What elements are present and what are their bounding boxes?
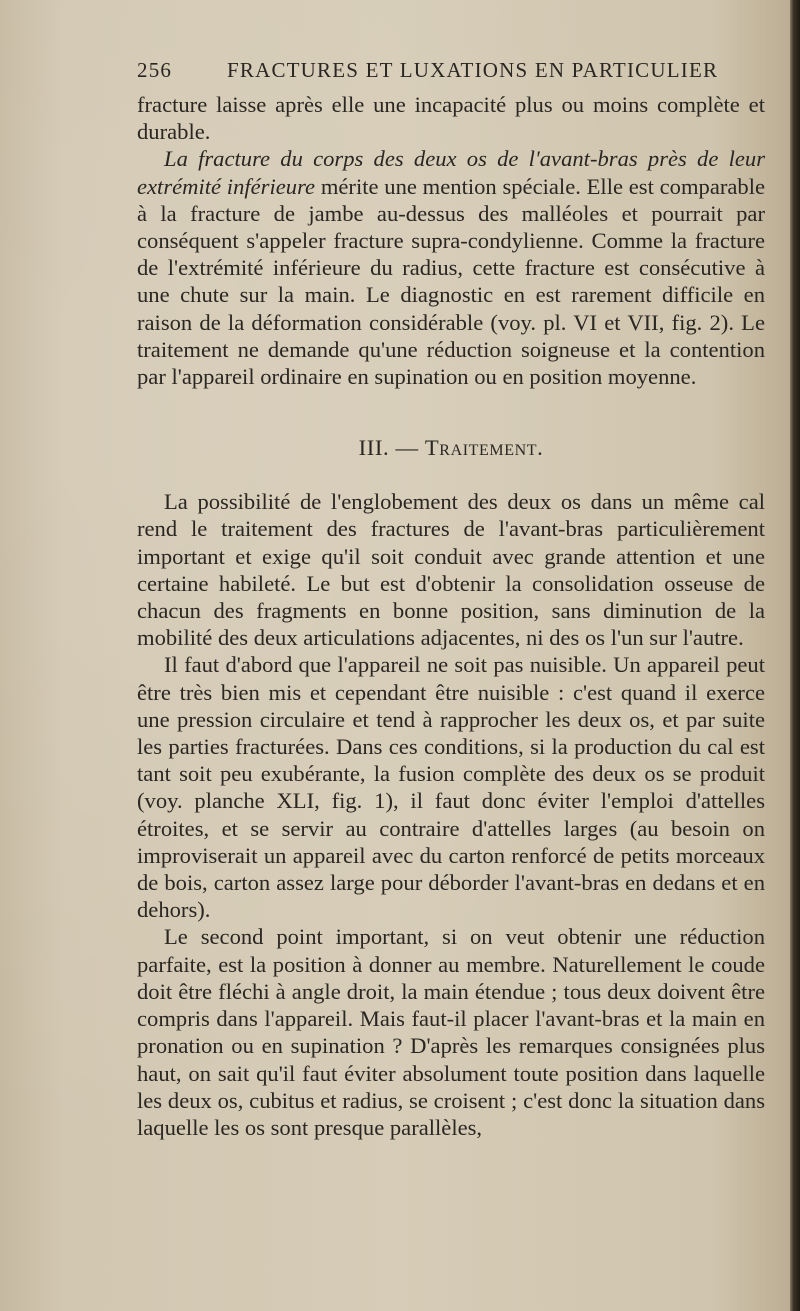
paragraph-appareil: Il faut d'abord que l'appareil ne soit pas nuisible. Un appareil peut être très bien mis et cependant être nuisible : c'est quand il exerce une pression circulaire et tend à rapprocher les deux os, et par suite les parties fracturées. Dans ces conditions, si la production du cal est tant soit peu exubérante, la fusion complète des deux os se produit (voy. planche XLI, fig. 1), il faut donc éviter l'emploi d'attelles étroites, et se servir au contraire d'attelles larges (au besoin on improviserait un appareil avec du carton renforcé de petits morceaux de bois, carton assez large pour déborder l'avant-bras en dedans et en dehors). — [137, 652, 765, 923]
section-number: III. — — [358, 435, 419, 461]
paragraph-continuation: fracture laisse après elle une incapacité plus ou moins complète et durable. — [137, 92, 765, 145]
running-title: FRACTURES ET LUXATIONS EN PARTICULIER — [227, 58, 719, 82]
paragraph-text: mérite une mention spéciale. Elle est comparable à la fracture de jambe au-dessus des malléoles et pourrait par conséquent s'appeler fracture supra-condylienne. Comme la fracture de l'extrémité inférieure du radius, cette fracture est consécutive à une chute sur la main. Le diagnostic en est rarement difficile en raison de la déformation considérable (voy. pl. VI et VII, fig. 2). Le traitement ne demande qu'une réduction soigneuse et la contention par l'appareil ordinaire en supination ou en position moyenne. — [137, 173, 765, 390]
section-heading — [137, 390, 765, 488]
book-edge — [790, 0, 800, 1311]
paragraph-englobement: La possibilité de l'englobement des deux os dans un même cal rend le traitement des fractures de l'avant-bras particulièrement important et exige qu'il soit conduit avec grande attention et une certaine habileté. Le but est d'obtenir la consolidation osseuse de chacun des fragments en bonne position, sans diminution de la mobilité des deux articulations adjacentes, ni des os l'un sur l'autre. — [137, 489, 765, 651]
page-header — [137, 58, 757, 88]
paragraph-position: Le second point important, si on veut obtenir une réduction parfaite, est la position à donner au membre. Naturellement le coude doit être fléchi à angle droit, la main étendue ; tous deux doivent être compris dans l'appareil. Mais faut-il placer l'avant-bras et la main en pronation ou en supination ? D'après les remarques consignées plus haut, on sait qu'il faut éviter absolument toute position dans laquelle les deux os, cubitus et radius, se croisent ; c'est donc la situation dans laquelle les os sont presque parallèles, — [137, 924, 765, 1140]
page-number: 256 — [137, 58, 173, 82]
body-text — [137, 91, 765, 1141]
paragraph-distal-fracture — [137, 145, 765, 390]
section-title: Traitement. — [424, 435, 544, 461]
italic-subject: La fracture du corps des deux os de l'avant-bras près de leur extrémité inférieure — [137, 146, 765, 199]
